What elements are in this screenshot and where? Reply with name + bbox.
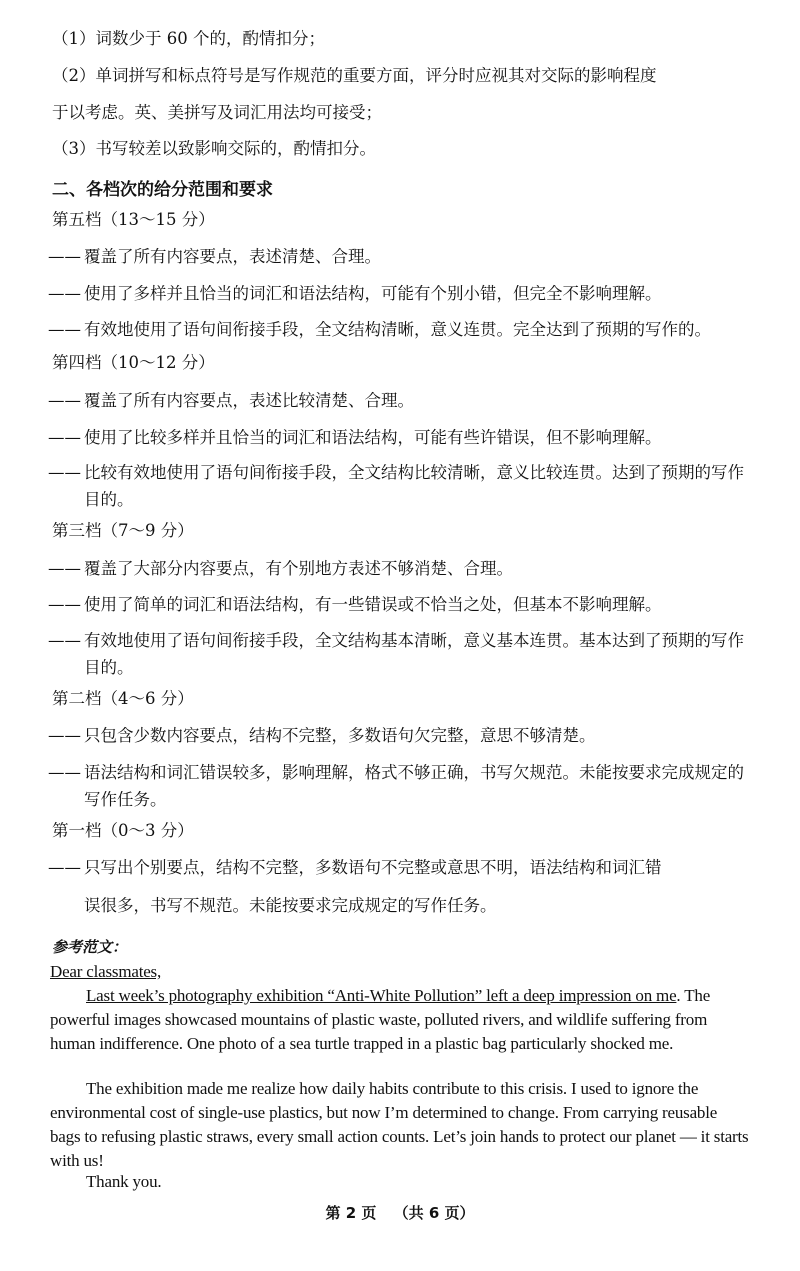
grade-5-item-1-text: 覆盖了所有内容要点，表述清楚、合理。 [84, 247, 381, 266]
section-heading: 二、各档次的给分范围和要求 [52, 180, 273, 200]
grade-5-item-2-text: 使用了多样并且恰当的词汇和语法结构，可能有个别小错，但完全不影响理解。 [84, 284, 662, 303]
grade-3-item-2 [48, 591, 760, 618]
reference-title: 参考范文： [52, 938, 128, 956]
note-1: （1）词数少于 60 个的，酌情扣分； [52, 29, 325, 48]
note-3: （3）书写较差以致影响交际的，酌情扣分。 [52, 139, 376, 158]
paragraph-1-lead: Last week’s photography exhibition “Anti-White Pollution” left a deep impression on me [86, 986, 677, 1005]
grade-5-item-3 [48, 316, 760, 343]
grade-4-item-1-text: 覆盖了所有内容要点，表述比较清楚、合理。 [84, 391, 414, 410]
grade-4-item-1 [48, 387, 760, 414]
dash: —— [48, 763, 81, 782]
grade-2-item-2-text: 语法结构和词汇错误较多，影响理解，格式不够正确，书写欠规范。未能按要求完成规定的写作任务。 [84, 763, 744, 809]
grade-1-title: 第一档（0～3 分） [52, 821, 194, 840]
grade-3-item-1 [48, 555, 760, 582]
grade-5-item-1 [48, 243, 760, 270]
reference-paragraph-1 [50, 984, 750, 1056]
page-footer [0, 1202, 800, 1223]
dash: —— [48, 858, 81, 877]
grade-3-item-3-text: 有效地使用了语句间衔接手段，全文结构基本清晰，意义基本连贯。基本达到了预期的写作目的。 [84, 631, 744, 677]
reference-paragraph-2: The exhibition made me realize how daily habits contribute to this crisis. I used to ignore the environmental cost of single-use plastics, but now I’m determined to change. From carrying reusable bags to refusing plastic straws, every small action counts. Let’s join hands to protect our planet — it starts with us! [50, 1079, 749, 1170]
dash: —— [48, 595, 81, 614]
dash: —— [48, 391, 81, 410]
grade-3-item-2-text: 使用了简单的词汇和语法结构，有一些错误或不恰当之处，但基本不影响理解。 [84, 595, 662, 614]
grade-1-item-1-text: 只写出个别要点，结构不完整，多数语句不完整或意思不明，语法结构和词汇错 [84, 858, 662, 877]
grade-3-title: 第三档（7～9 分） [52, 521, 194, 540]
grade-3-item-3 [48, 627, 760, 677]
grade-2-item-1-text: 只包含少数内容要点，结构不完整，多数语句欠完整，意思不够清楚。 [84, 726, 596, 745]
reference-closing: Thank you. [86, 1172, 162, 1191]
grade-2-item-1 [48, 722, 760, 749]
dash: —— [48, 428, 81, 447]
grade-5-item-2 [48, 280, 760, 307]
grade-5-title: 第五档（13～15 分） [52, 210, 215, 229]
paragraph-1-rest: The powerful images showcased mountains of plastic waste, polluted rivers, and wildlife suffering from human indifference. One photo of a sea turtle trapped in a plastic bag particularly shocked me. [50, 986, 711, 1053]
reference-salutation [50, 960, 750, 984]
grade-5-item-3-text: 有效地使用了语句间衔接手段，全文结构清晰，意义连贯。完全达到了预期的写作的。 [84, 320, 711, 339]
page-total: （共 6 页） [393, 1204, 475, 1222]
dash: —— [48, 247, 81, 266]
grade-2-item-2 [48, 759, 760, 809]
grade-4-item-2 [48, 424, 760, 451]
note-2-cont: 于以考虑。英、美拼写及词汇用法均可接受； [52, 103, 382, 122]
note-2: （2）单词拼写和标点符号是写作规范的重要方面，评分时应视其对交际的影响程度 [52, 66, 657, 85]
dash: —— [48, 463, 81, 482]
grade-2-title: 第二档（4～6 分） [52, 689, 194, 708]
grade-1-item-1 [48, 854, 760, 881]
grade-4-item-3 [48, 459, 760, 509]
page-number: 第 2 页 [325, 1204, 377, 1222]
dash: —— [48, 726, 81, 745]
dash: —— [48, 631, 81, 650]
grade-4-item-3-text: 比较有效地使用了语句间衔接手段，全文结构比较清晰，意义比较连贯。达到了预期的写作目的。 [84, 463, 744, 509]
paragraph-1-lead-end: . [676, 986, 681, 1005]
grade-1-item-2-text: 误很多，书写不规范。未能按要求完成规定的写作任务。 [84, 896, 497, 915]
grade-3-item-1-text: 覆盖了大部分内容要点，有个别地方表述不够消楚、合理。 [84, 559, 513, 578]
salutation-text: Dear classmates, [50, 962, 162, 981]
dash: —— [48, 559, 81, 578]
grade-4-item-2-text: 使用了比较多样并且恰当的词汇和语法结构，可能有些许错误，但不影响理解。 [84, 428, 662, 447]
grade-4-title: 第四档（10～12 分） [52, 353, 215, 372]
dash: —— [48, 284, 81, 303]
dash: —— [48, 320, 81, 339]
